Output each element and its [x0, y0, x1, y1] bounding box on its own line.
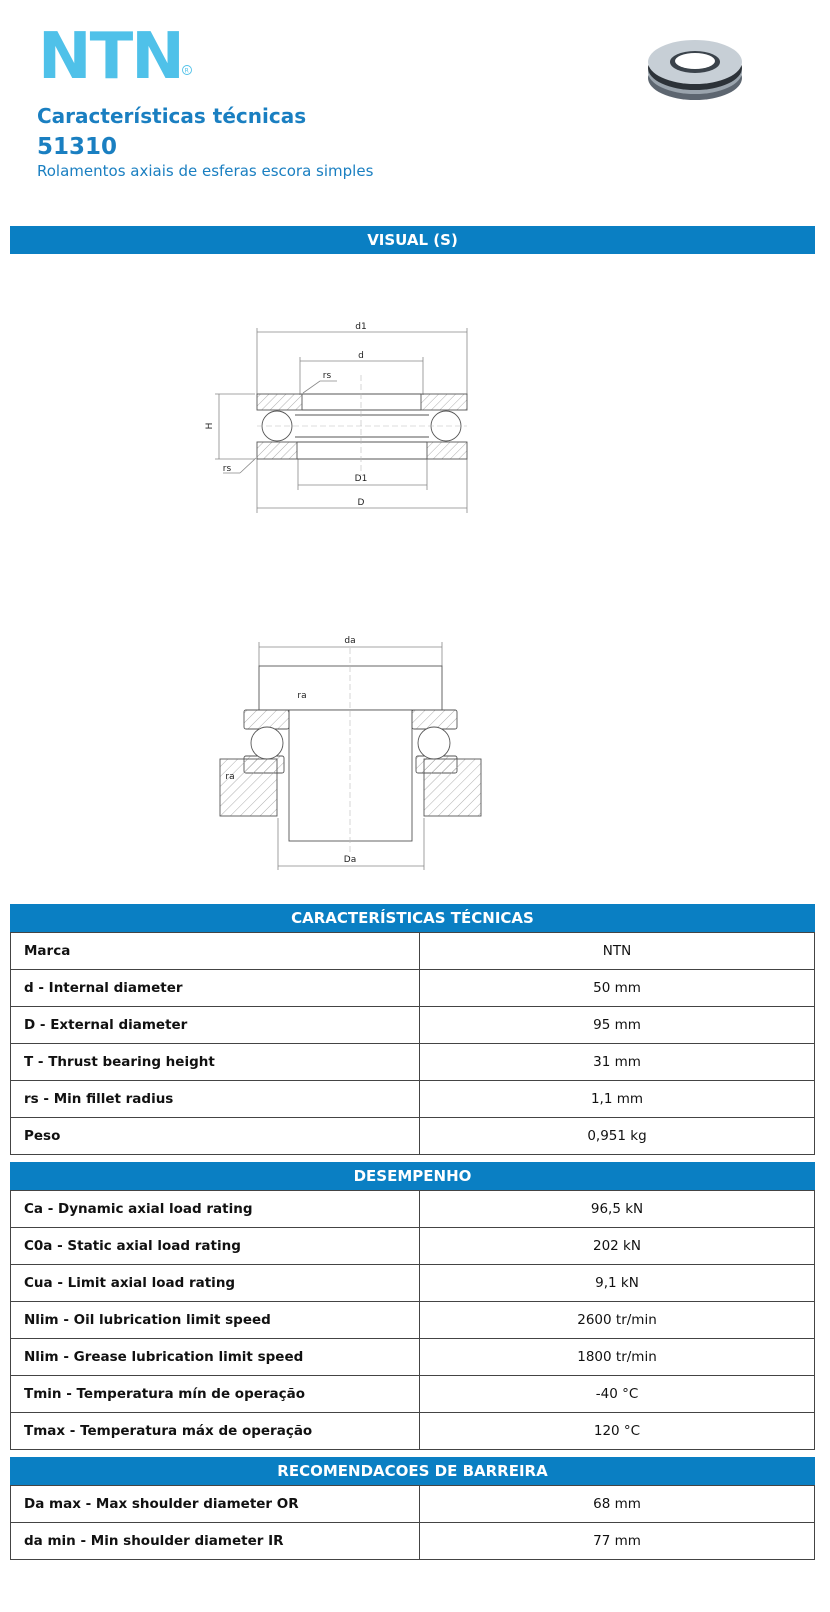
- dim-label-D: D: [357, 498, 365, 508]
- row-label: da min - Min shoulder diameter IR: [11, 1523, 420, 1560]
- row-value: 9,1 kN: [420, 1265, 815, 1302]
- table-row: [11, 1376, 815, 1413]
- table-row: [11, 1081, 815, 1118]
- row-label: C0a - Static axial load rating: [11, 1228, 420, 1265]
- dim-label-h: H: [205, 422, 215, 430]
- row-value: 120 °C: [420, 1413, 815, 1450]
- section-header-barrier: RECOMENDACOES DE BARREIRA: [10, 1457, 815, 1485]
- page-title: Características técnicas: [37, 104, 307, 128]
- row-label: d - Internal diameter: [11, 970, 420, 1007]
- row-value: 1800 tr/min: [420, 1339, 815, 1376]
- row-value: 31 mm: [420, 1044, 815, 1081]
- table-row: [11, 1302, 815, 1339]
- table-row: [11, 1339, 815, 1376]
- row-label: rs - Min fillet radius: [11, 1081, 420, 1118]
- performance-table: [10, 1190, 815, 1450]
- product-subtitle: Rolamentos axiais de esferas escora simples: [37, 162, 374, 180]
- table-row: [11, 1265, 815, 1302]
- table-row: [11, 1044, 815, 1081]
- row-label: Da max - Max shoulder diameter OR: [11, 1486, 420, 1523]
- shoulder-dimension-drawing: [210, 628, 500, 873]
- row-value: 0,951 kg: [420, 1118, 815, 1155]
- row-value: 96,5 kN: [420, 1191, 815, 1228]
- tech-table: [10, 932, 815, 1155]
- section-header-visual: VISUAL (S): [10, 226, 815, 254]
- row-value: NTN: [420, 933, 815, 970]
- table-row: [11, 970, 815, 1007]
- row-value: 68 mm: [420, 1486, 815, 1523]
- dim-label-d: d: [358, 351, 364, 361]
- row-label: D - External diameter: [11, 1007, 420, 1044]
- row-label: Cua - Limit axial load rating: [11, 1265, 420, 1302]
- dim-label-ra-left: ra: [225, 772, 235, 782]
- svg-text:R: R: [184, 67, 189, 75]
- row-label: T - Thrust bearing height: [11, 1044, 420, 1081]
- table-row: [11, 1007, 815, 1044]
- row-value: -40 °C: [420, 1376, 815, 1413]
- dim-label-D1: D1: [354, 474, 368, 484]
- table-row: [11, 1191, 815, 1228]
- row-value: 50 mm: [420, 970, 815, 1007]
- row-label: Nlim - Oil lubrication limit speed: [11, 1302, 420, 1339]
- table-row: [11, 1486, 815, 1523]
- dim-label-rs-top: rs: [322, 371, 332, 381]
- dim-label-da: da: [344, 636, 356, 646]
- dim-label-d1: d1: [355, 322, 367, 332]
- table-row: [11, 1413, 815, 1450]
- row-label: Marca: [11, 933, 420, 970]
- section-header-tech: CARACTERÍSTICAS TÉCNICAS: [10, 904, 815, 932]
- section-header-performance: DESEMPENHO: [10, 1162, 815, 1190]
- row-label: Ca - Dynamic axial load rating: [11, 1191, 420, 1228]
- dim-label-rs-left: rs: [222, 464, 232, 474]
- row-value: 2600 tr/min: [420, 1302, 815, 1339]
- table-row: [11, 933, 815, 970]
- table-row: [11, 1118, 815, 1155]
- product-code: 51310: [37, 134, 118, 160]
- bearing-photo: [640, 28, 750, 108]
- dim-label-ra-top: ra: [297, 691, 307, 701]
- table-row: [11, 1523, 815, 1560]
- row-label: Tmin - Temperatura mín de operação: [11, 1376, 420, 1413]
- row-label: Peso: [11, 1118, 420, 1155]
- table-row: [11, 1228, 815, 1265]
- row-value: 95 mm: [420, 1007, 815, 1044]
- row-value: 77 mm: [420, 1523, 815, 1560]
- row-label: Nlim - Grease lubrication limit speed: [11, 1339, 420, 1376]
- logo-text: NTN: [38, 26, 183, 86]
- row-label: Tmax - Temperatura máx de operação: [11, 1413, 420, 1450]
- ntn-logo: [38, 26, 208, 86]
- row-value: 202 kN: [420, 1228, 815, 1265]
- bearing-dimension-drawing: [195, 315, 485, 520]
- barrier-table: [10, 1485, 815, 1560]
- dim-label-Da: Da: [343, 855, 357, 865]
- row-value: 1,1 mm: [420, 1081, 815, 1118]
